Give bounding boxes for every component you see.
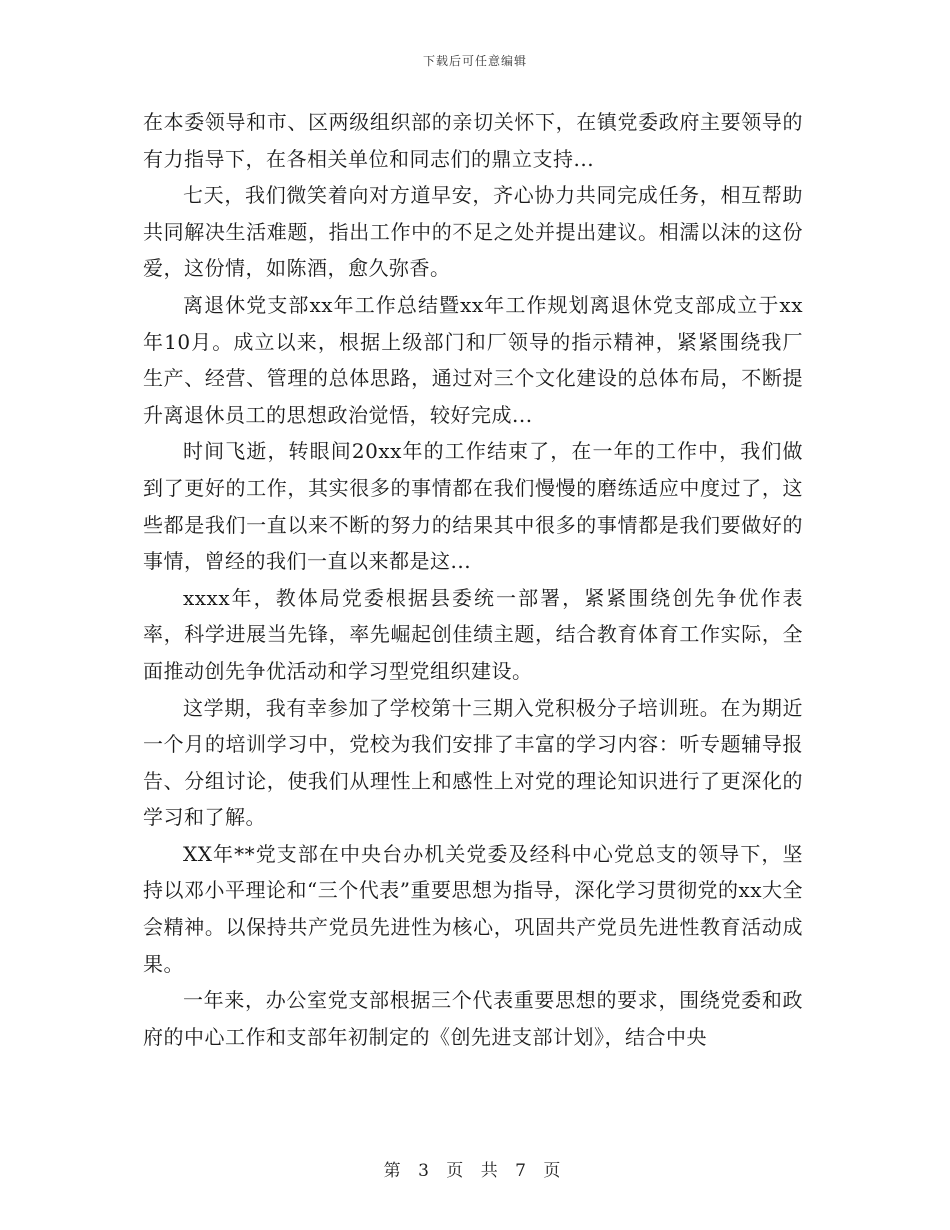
paragraph-3: 离退休党支部xx年工作总结暨xx年工作规划离退休党支部成立于xx年10月。成立以来，根据上级部门和厂领导的指示精神，紧紧围绕我厂生产、经营、管理的总体思路，通过对三个文化建设的总体布局，不断提升离退休员工的思想政治觉悟，较好完成... bbox=[143, 292, 803, 427]
paragraph-7: XX年**党支部在中央台办机关党委及经科中心党总支的领导下，坚持以邓小平理论和“三个代表”重要思想为指导，深化学习贯彻党的xx大全会精神。以保持共产党员先进性为核心，巩固共产党员先进性教育活动成果。 bbox=[143, 841, 804, 976]
paragraph-1: 在本委领导和市、区两级组织部的亲切关怀下，在镇党委政府主要领导的有力指导下，在各相关单位和同志们的鼎立支持... bbox=[143, 110, 803, 171]
paragraph-8: 一年来，办公室党支部根据三个代表重要思想的要求，围绕党委和政府的中心工作和支部年初制定的《创先进支部计划》，结合中央 bbox=[143, 988, 803, 1049]
document-body bbox=[143, 104, 803, 1055]
paragraph-4: 时间飞逝，转眼间20xx年的工作结束了，在一年的工作中，我们做到了更好的工作，其实很多的事情都在我们慢慢的磨练适应中度过了，这些都是我们一直以来不断的努力的结果其中很多的事情都是我们要做好的事情，曾经的我们一直以来都是这... bbox=[143, 439, 803, 574]
paragraph-6: 这学期，我有幸参加了学校第十三期入党积极分子培训班。在为期近一个月的培训学习中，党校为我们安排了丰富的学习内容：听专题辅导报告、分组讨论，使我们从理性上和感性上对党的理论知识进行了更深化的学习和了解。 bbox=[143, 695, 803, 830]
page-header-note: 下载后可任意编辑 bbox=[422, 54, 527, 68]
page-number-footer: 第 3 页 共 7 页 bbox=[383, 1161, 567, 1181]
paragraph-2: 七天，我们微笑着向对方道早安，齐心协力共同完成任务，相互帮助共同解决生活难题，指出工作中的不足之处并提出建议。相濡以沫的这份爱，这份情，如陈酒，愈久弥香。 bbox=[143, 183, 803, 281]
paragraph-5: xxxx年，教体局党委根据县委统一部署，紧紧围绕创先争优作表率，科学进展当先锋，率先崛起创佳绩主题，结合教育体育工作实际，全面推动创先争优活动和学习型党组织建设。 bbox=[143, 585, 803, 683]
